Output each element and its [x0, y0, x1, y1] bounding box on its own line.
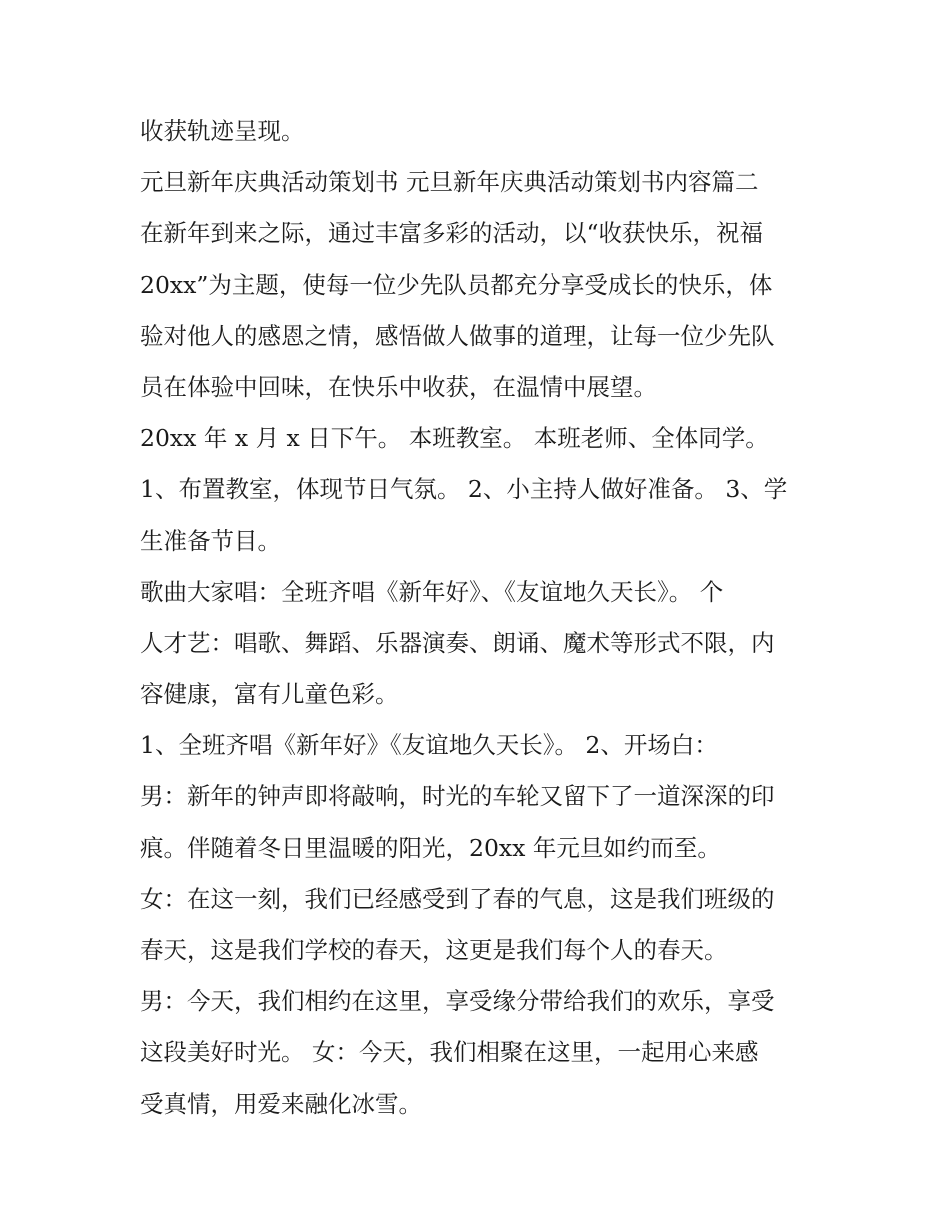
- body-text: [140, 106, 820, 1130]
- text-line: 员在体验中回味，在快乐中收获，在温情中展望。: [140, 372, 657, 401]
- text-line: 20xx 年 x 月 x 日下午。 本班教室。 本班老师、全体同学。: [140, 424, 769, 453]
- text-line: 生准备节目。: [140, 526, 281, 555]
- text-line: 男：新年的钟声即将敲响，时光的车轮又留下了一道深深的印: [140, 782, 775, 811]
- text-line: 1、布置教室，体现节日气氛。 2、小主持人做好准备。 3、学: [140, 475, 788, 504]
- text-line: 人才艺：唱歌、舞蹈、乐器演奏、朗诵、魔术等形式不限，内: [140, 628, 775, 657]
- text-line: 这段美好时光。 女：今天，我们相聚在这里，一起用心来感: [140, 1038, 759, 1067]
- text-line: 元旦新年庆典活动策划书 元旦新年庆典活动策划书内容篇二: [140, 168, 759, 197]
- text-line: 春天，这是我们学校的春天，这更是我们每个人的春天。: [140, 936, 728, 964]
- text-line: 受真情，用爱来融化冰雪。: [140, 1089, 422, 1118]
- text-line: 收获轨迹呈现。: [140, 117, 305, 145]
- text-line: 痕。伴随着冬日里温暖的阳光，20xx 年元旦如约而至。: [140, 833, 721, 862]
- text-line: 20xx”为主题，使每一位少先队员都充分享受成长的快乐，体: [140, 270, 773, 299]
- text-line: 验对他人的感恩之情，感悟做人做事的道理，让每一位少先队: [140, 321, 775, 350]
- text-line: 男：今天，我们相约在这里，享受缘分带给我们的欢乐，享受: [140, 987, 775, 1016]
- text-line: 1、全班齐唱《新年好》《友谊地久天长》。 2、开场白：: [140, 731, 718, 760]
- text-line: 女：在这一刻，我们已经感受到了春的气息，这是我们班级的: [140, 884, 775, 913]
- text-line: 在新年到来之际，通过丰富多彩的活动，以“收获快乐，祝福: [140, 219, 764, 248]
- text-line: 容健康，富有儿童色彩。: [140, 680, 399, 709]
- text-line: 歌曲大家唱：全班齐唱《新年好》、《友谊地久天长》。 个: [140, 577, 724, 606]
